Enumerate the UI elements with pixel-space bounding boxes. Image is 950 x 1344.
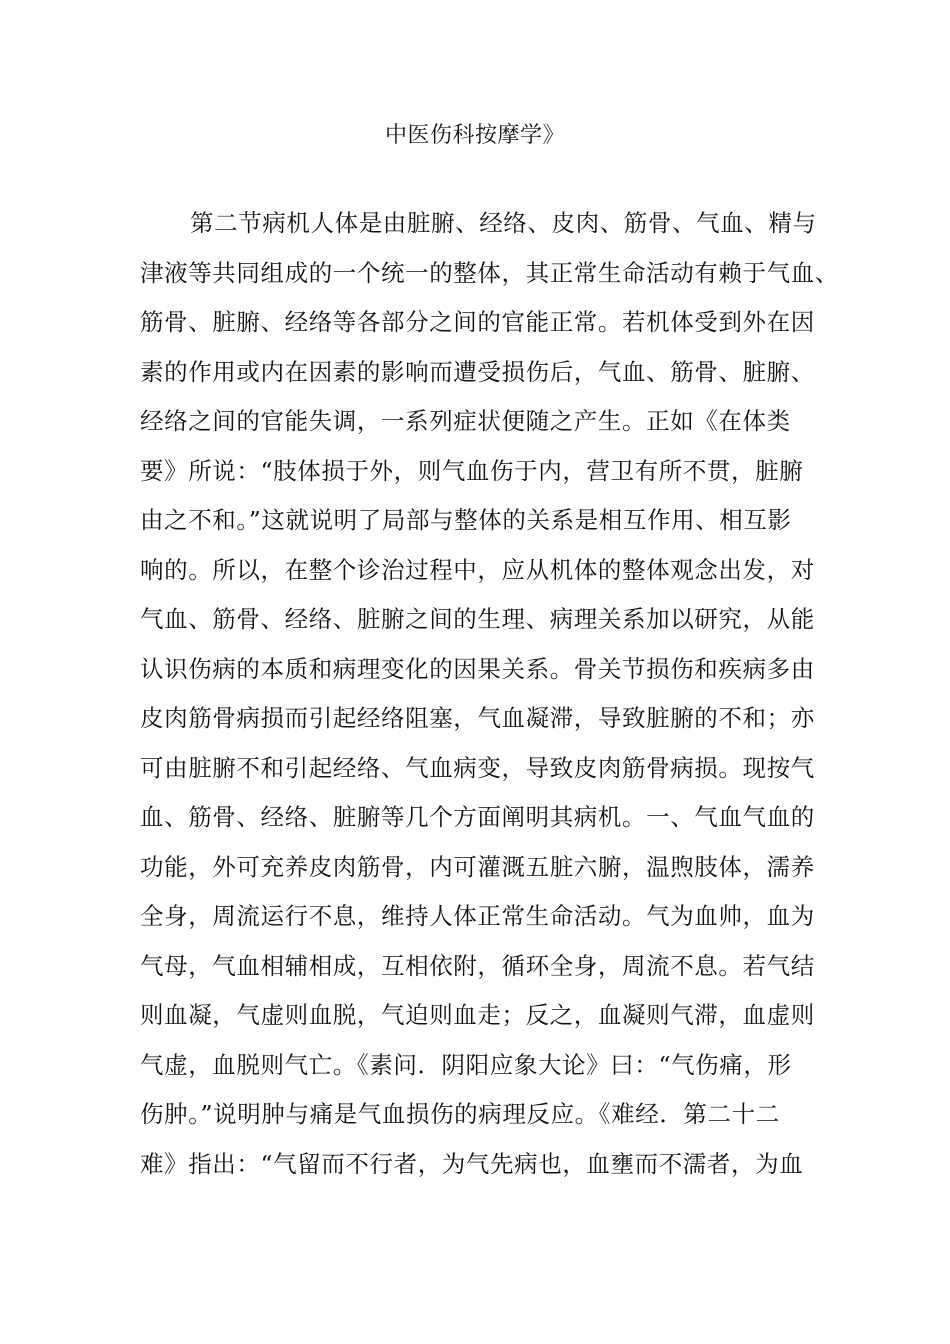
text-line: 筋骨、脏腑、经络等各部分之间的官能正常。若机体受到外在因: [140, 308, 815, 336]
text-line: 全身，周流运行不息，维持人体正常生命活动。气为血帅，血为: [140, 902, 815, 930]
text-line: 第二节病机人体是由脏腑、经络、皮肉、筋骨、气血、精与: [190, 209, 817, 237]
text-line: 气母，气血相辅相成，互相依附，循环全身，周流不息。若气结: [140, 951, 815, 980]
document-title: 中医伤科按摩学》: [384, 123, 565, 148]
text-line: 功能，外可充养皮肉筋骨，内可灌溉五脏六腑，温煦肢体，濡养: [140, 852, 815, 881]
text-line: 认识伤病的本质和病理变化的因果关系。骨关节损伤和疾病多由: [140, 654, 815, 683]
text-line: 皮肉筋骨病损而引起经络阻塞，气血凝滞，导致脏腑的不和；亦: [140, 704, 815, 732]
text-line: 血、筋骨、经络、脏腑等几个方面阐明其病机。一、气血气血的: [140, 803, 815, 831]
text-line: 伤肿。”说明肿与痛是气血损伤的病理反应。《难经．第二十二: [140, 1100, 780, 1128]
text-line: 津液等共同组成的一个统一的整体，其正常生命活动有赖于气血、: [140, 258, 839, 287]
text-line: 经络之间的官能失调，一系列症状便随之产生。正如《在体类: [140, 407, 791, 435]
text-line: 可由脏腑不和引起经络、气血病变，导致皮肉筋骨病损。现按气: [140, 753, 815, 782]
text-line: 由之不和。”这就说明了局部与整体的关系是相互作用、相互影: [140, 506, 792, 534]
text-line: 响的。所以，在整个诊治过程中，应从机体的整体观念出发，对: [140, 555, 815, 584]
text-line: 难》指出：“气留而不行者，为气先病也，血壅而不濡者，为血: [140, 1149, 804, 1178]
text-line: 则血凝，气虚则血脱，气迫则血走；反之，血凝则气滞，血虚则: [140, 1001, 815, 1029]
text-line: 气虚，血脱则气亡。《素问．阴阳应象大论》曰：“气伤痛，形: [140, 1050, 792, 1079]
body-text: [140, 205, 840, 1195]
text-line: 要》所说：“肢体损于外，则气血伤于内，营卫有所不贯，脏腑: [140, 456, 804, 485]
text-line: 素的作用或内在因素的影响而遭受损伤后，气血、筋骨、脏腑、: [140, 357, 815, 386]
text-line: 气血、筋骨、经络、脏腑之间的生理、病理关系加以研究，从能: [140, 605, 815, 633]
